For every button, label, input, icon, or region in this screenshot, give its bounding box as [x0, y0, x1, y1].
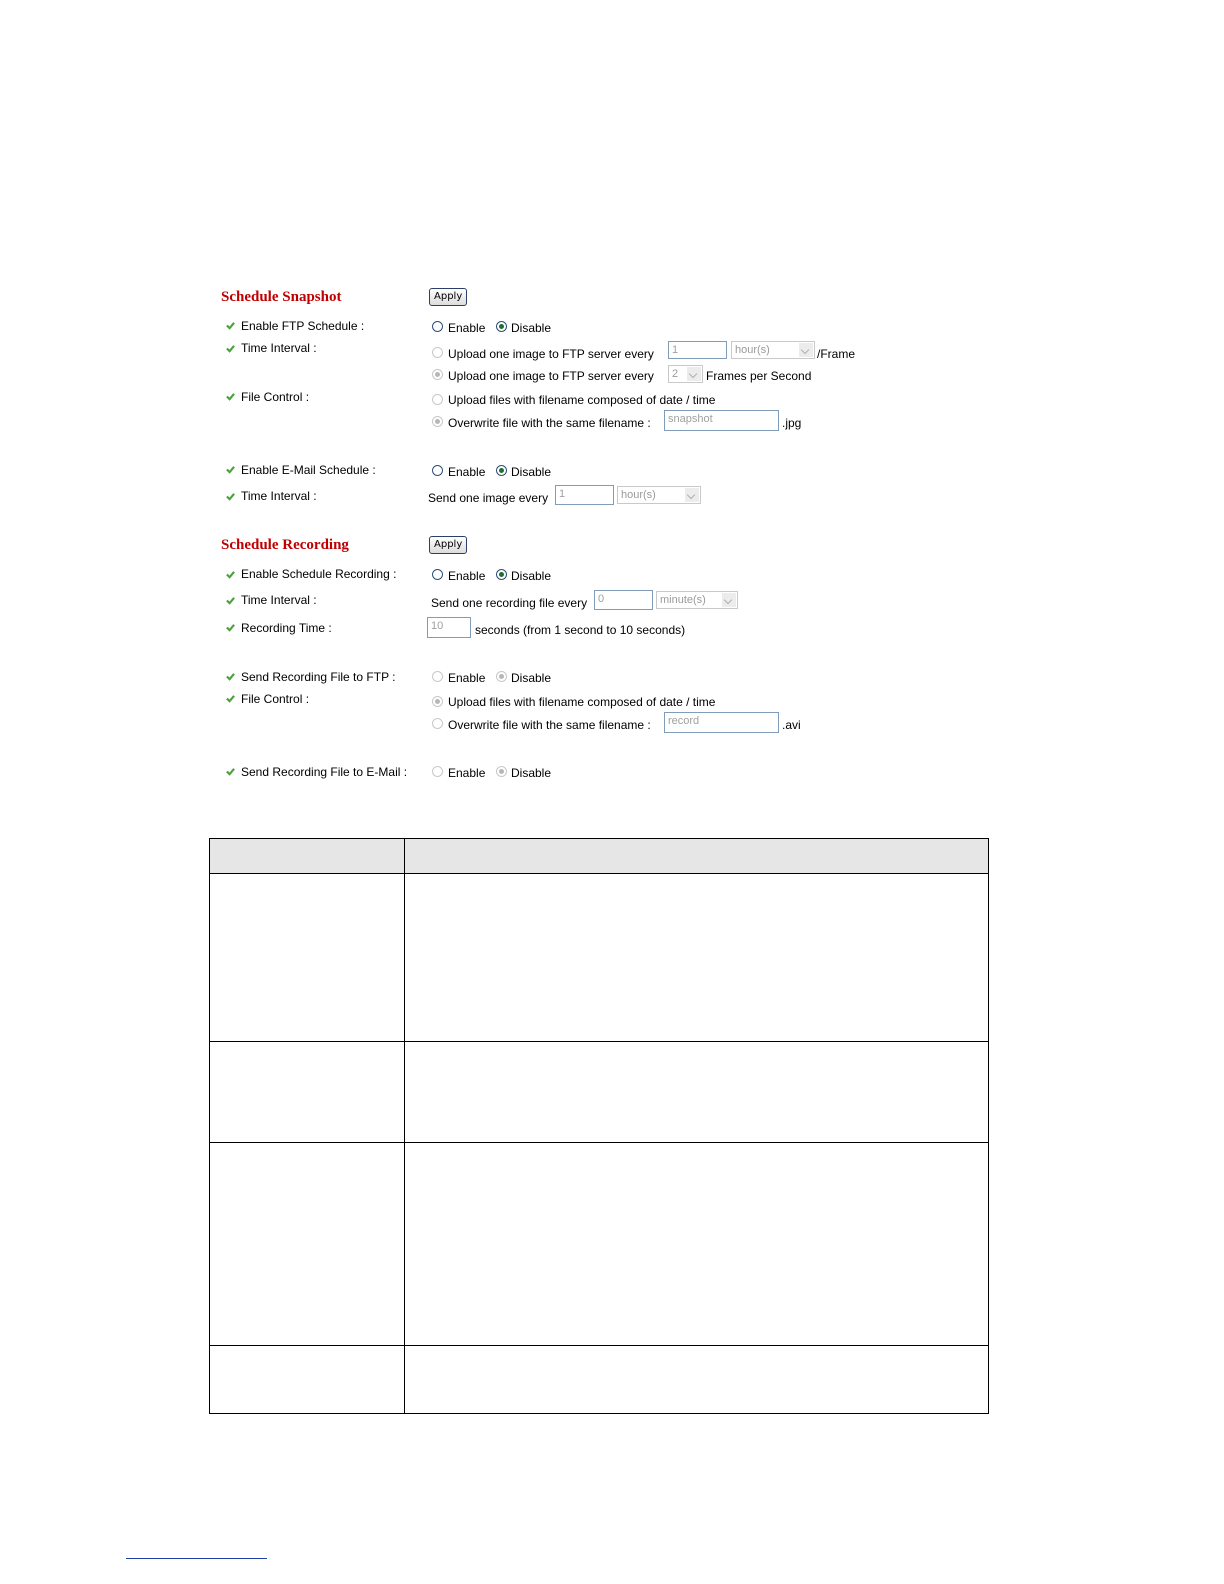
rec-upload-date-radio[interactable] [432, 696, 443, 707]
upload-fps-radio[interactable] [432, 369, 443, 380]
table-row [210, 1042, 989, 1143]
table-row [210, 874, 989, 1042]
recording-time-range-label: seconds (from 1 second to 10 seconds) [475, 623, 686, 637]
send-recording-ftp-label: Send Recording File to FTP : [241, 670, 396, 684]
table-cell [405, 1346, 989, 1414]
email-time-interval-label: Time Interval : [241, 489, 317, 503]
check-icon [226, 767, 235, 776]
email-enable-label: Enable [448, 465, 486, 479]
recording-time-interval-label: Time Interval : [241, 593, 317, 607]
overwrite-radio[interactable] [432, 416, 443, 427]
rec-email-disable-radio[interactable] [496, 766, 507, 777]
email-interval-unit-value: hour(s) [621, 489, 656, 501]
enable-email-schedule-label: Enable E-Mail Schedule : [241, 463, 376, 477]
ftp-disable-radio[interactable] [496, 321, 507, 332]
check-icon [226, 321, 235, 330]
rec-email-disable-label: Disable [511, 766, 552, 780]
table-cell [210, 874, 405, 1042]
rec-ftp-enable-radio[interactable] [432, 671, 443, 682]
rec-email-enable-label: Enable [448, 766, 486, 780]
upload-date-radio[interactable] [432, 394, 443, 405]
check-icon [226, 344, 235, 353]
upload-interval-input[interactable]: 1 [668, 341, 727, 359]
email-disable-label: Disable [511, 465, 552, 479]
snapshot-filename-input[interactable]: snapshot [664, 410, 779, 431]
upload-interval-unit-value: hour(s) [735, 344, 770, 356]
recording-interval-unit-select[interactable] [656, 591, 738, 609]
check-icon [226, 570, 235, 579]
rec-ftp-disable-radio[interactable] [496, 671, 507, 682]
chevron-down-icon [687, 367, 701, 381]
check-icon [226, 694, 235, 703]
recording-time-input[interactable]: 10 [427, 617, 471, 638]
email-disable-radio[interactable] [496, 465, 507, 476]
upload-date-label: Upload files with filename composed of date / time [448, 393, 716, 407]
recording-disable-radio[interactable] [496, 569, 507, 580]
per-frame-suffix: /Frame [817, 347, 856, 361]
check-icon [226, 596, 235, 605]
file-control-label: File Control : [241, 390, 310, 404]
rec-email-enable-radio[interactable] [432, 766, 443, 777]
email-interval-unit-select[interactable] [617, 486, 701, 504]
table-cell [405, 874, 989, 1042]
table-cell [405, 1143, 989, 1346]
rec-overwrite-radio[interactable] [432, 718, 443, 729]
check-icon [226, 672, 235, 681]
frames-value: 2 [672, 368, 679, 380]
send-recording-email-label: Send Recording File to E-Mail : [241, 765, 408, 779]
recording-enable-label: Enable [448, 569, 486, 583]
upload-interval-unit-select[interactable] [731, 341, 815, 359]
table-header-cell [210, 839, 405, 874]
recording-enable-radio[interactable] [432, 569, 443, 580]
enable-ftp-schedule-label: Enable FTP Schedule : [241, 319, 365, 333]
rec-ftp-enable-label: Enable [448, 671, 486, 685]
check-icon [226, 623, 235, 632]
recording-apply-button[interactable]: Apply [429, 536, 467, 554]
recording-disable-label: Disable [511, 569, 552, 583]
overwrite-label: Overwrite file with the same filename : [448, 416, 651, 430]
check-icon [226, 492, 235, 501]
chevron-down-icon [685, 488, 699, 502]
check-icon [226, 465, 235, 474]
time-interval-label: Time Interval : [241, 341, 317, 355]
ftp-disable-label: Disable [511, 321, 552, 335]
table-row [210, 1346, 989, 1414]
table-cell [210, 1042, 405, 1143]
email-enable-radio[interactable] [432, 465, 443, 476]
chevron-down-icon [722, 593, 736, 607]
table-header-cell [405, 839, 989, 874]
table-cell [405, 1042, 989, 1143]
rec-file-control-label: File Control : [241, 692, 310, 706]
upload-every-fps-label: Upload one image to FTP server every [448, 369, 654, 383]
recording-filename-input[interactable]: record [664, 712, 779, 733]
chevron-down-icon [799, 343, 813, 357]
check-icon [226, 392, 235, 401]
table-cell [210, 1346, 405, 1414]
schedule-snapshot-title: Schedule Snapshot [221, 289, 342, 305]
recording-interval-input[interactable]: 0 [594, 590, 653, 610]
table-cell [210, 1143, 405, 1346]
table-header-row [210, 839, 989, 874]
enable-schedule-recording-label: Enable Schedule Recording : [241, 567, 397, 581]
email-interval-input[interactable]: 1 [555, 485, 614, 505]
schedule-recording-title: Schedule Recording [221, 537, 349, 553]
recording-time-label: Recording Time : [241, 621, 332, 635]
frames-select[interactable] [668, 365, 703, 383]
send-one-image-label: Send one image every [428, 491, 549, 505]
table-row [210, 1143, 989, 1346]
send-one-recording-label: Send one recording file every [431, 596, 588, 610]
snapshot-apply-button[interactable]: Apply [429, 288, 467, 306]
upload-per-hour-radio[interactable] [432, 347, 443, 358]
avi-extension: .avi [782, 718, 801, 732]
jpg-extension: .jpg [782, 416, 802, 430]
description-table [209, 838, 989, 1414]
recording-interval-unit-value: minute(s) [660, 594, 706, 606]
rec-overwrite-label: Overwrite file with the same filename : [448, 718, 651, 732]
ftp-enable-label: Enable [448, 321, 486, 335]
rec-ftp-disable-label: Disable [511, 671, 552, 685]
rec-upload-date-label: Upload files with filename composed of date / time [448, 695, 716, 709]
upload-every-label: Upload one image to FTP server every [448, 347, 654, 361]
ftp-enable-radio[interactable] [432, 321, 443, 332]
frames-per-second-label: Frames per Second [706, 369, 812, 383]
footer-rule [126, 1558, 267, 1559]
